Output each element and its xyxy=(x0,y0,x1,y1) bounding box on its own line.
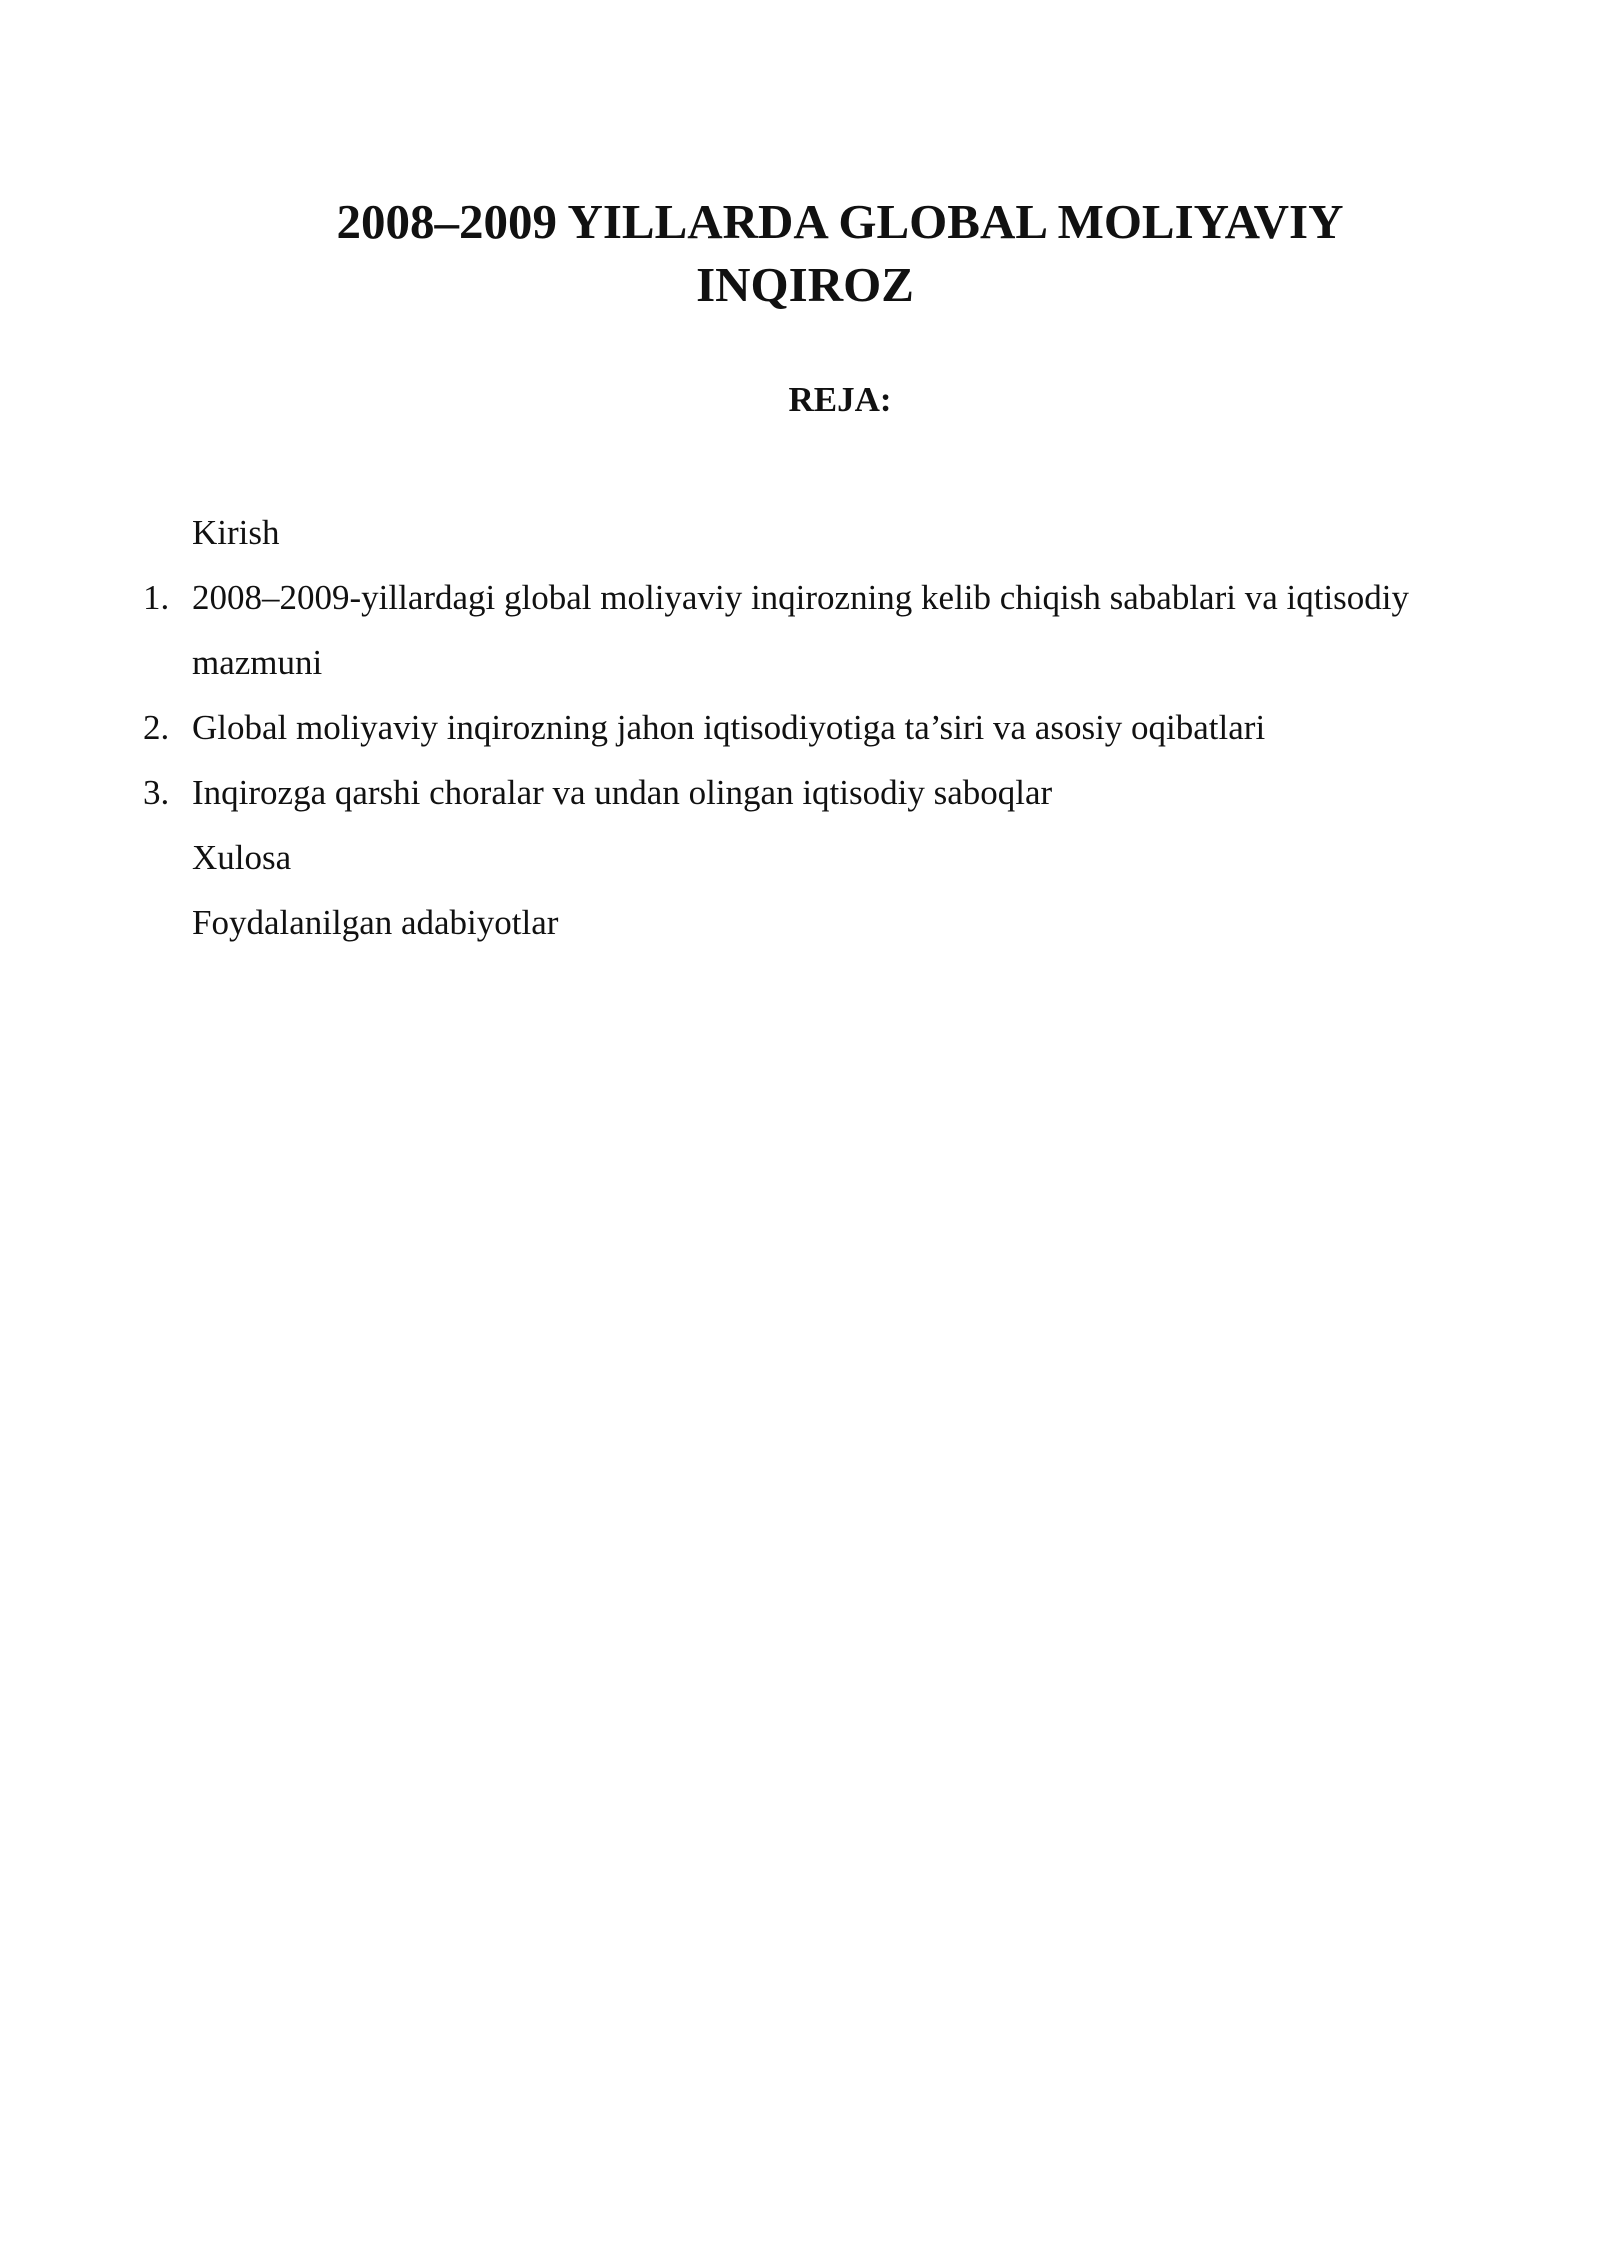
plan-item-text: Inqirozga qarshi choralar va undan olingan iqtisodiy saboqlar xyxy=(192,773,1053,812)
plan-item-number: 1. xyxy=(143,578,170,617)
plan-item-conclusion xyxy=(0,825,1600,890)
plan-item-3 xyxy=(0,760,1600,825)
plan-item-intro xyxy=(0,500,1600,565)
plan-heading: REJA: xyxy=(788,380,892,419)
plan-item-text: 2008–2009-yillardagi global moliyaviy inqirozning kelib chiqish sabablari va iqtisodiy mazmuni xyxy=(192,578,1410,682)
plan-item-text: Xulosa xyxy=(192,838,292,877)
title-line-1: 2008–2009 YILLARDA GLOBAL MOLIYAVIY xyxy=(336,194,1344,249)
document-title xyxy=(200,190,1480,316)
plan-item-references xyxy=(0,890,1600,955)
plan-item-1 xyxy=(0,565,1600,695)
plan-item-number: 3. xyxy=(143,773,170,812)
plan-list xyxy=(0,500,1600,955)
plan-item-2 xyxy=(0,695,1600,760)
title-line-2: INQIROZ xyxy=(696,257,914,312)
plan-item-text: Global moliyaviy inqirozning jahon iqtisodiyotiga ta’siri va asosiy oqibatlari xyxy=(192,708,1266,747)
plan-item-number: 2. xyxy=(143,708,170,747)
plan-item-text: Kirish xyxy=(192,513,280,552)
plan-item-text: Foydalanilgan adabiyotlar xyxy=(192,903,559,942)
